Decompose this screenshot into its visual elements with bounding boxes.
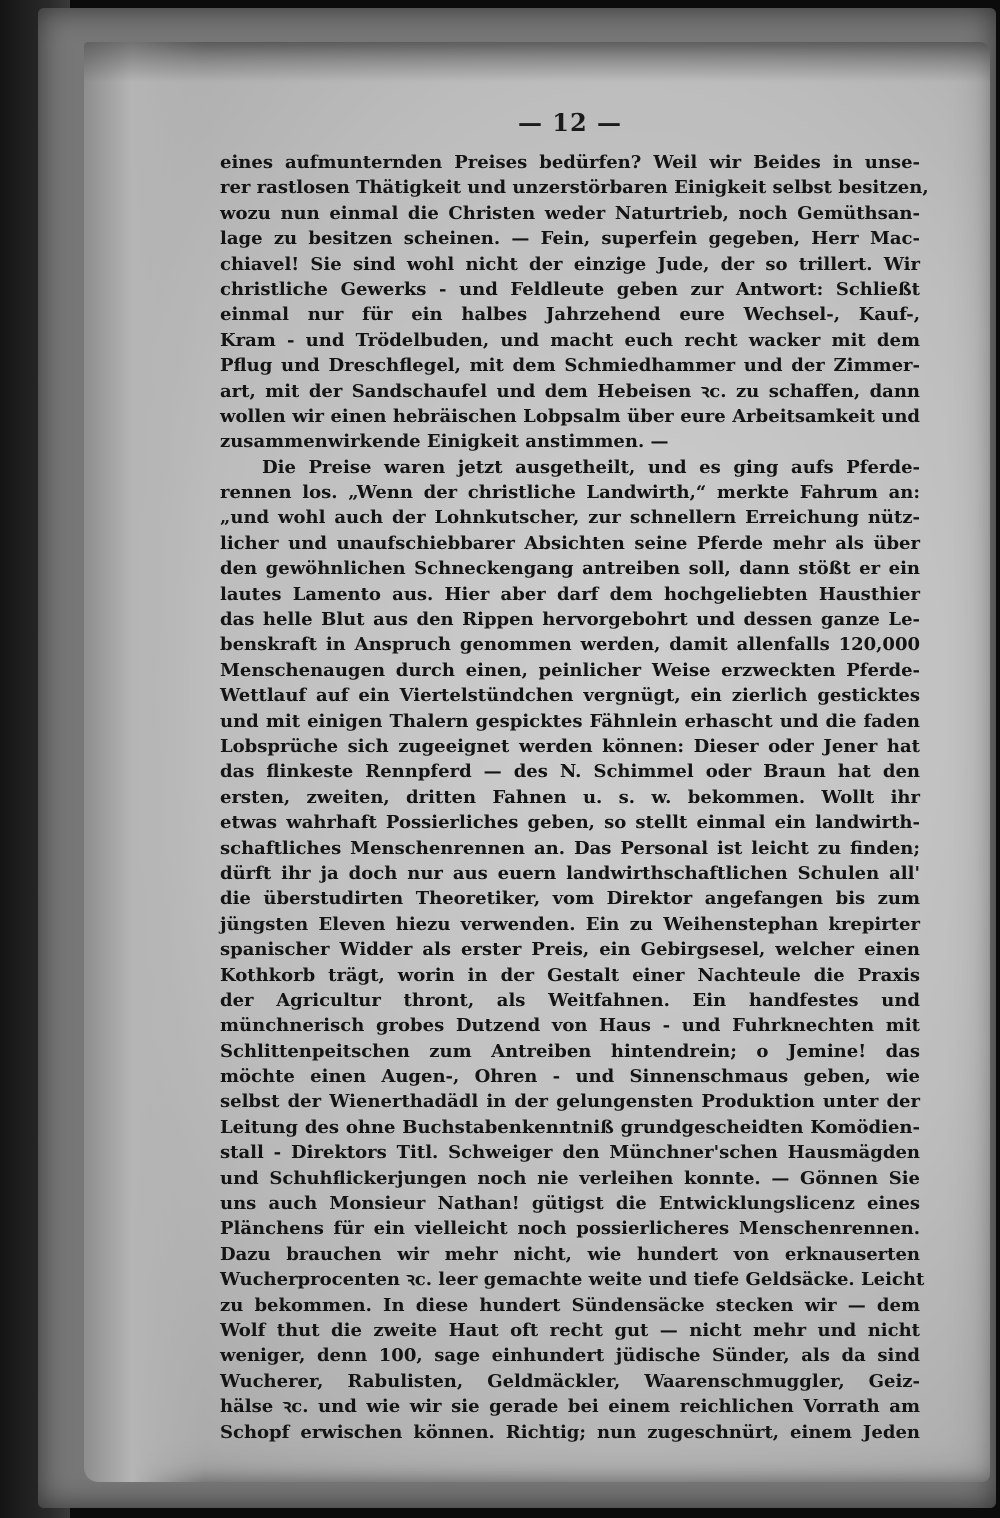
text-line: ersten, zweiten, dritten Fahnen u. s. w. bekommen. Wollt ihr bbox=[220, 786, 920, 808]
text-line: christliche Gewerks - und Feldleute geben zur Antwort: Schließt bbox=[220, 278, 920, 300]
text-line: Wettlauf auf ein Viertelstündchen vergnügt, ein zierlich gesticktes bbox=[220, 685, 920, 707]
page-number: — 12 — bbox=[517, 108, 623, 137]
text-line: selbst der Wienerthadädl in der gelungensten Produktion unter der bbox=[220, 1091, 920, 1113]
text-line: möchte einen Augen-, Ohren - und Sinnenschmaus geben, wie bbox=[220, 1066, 920, 1088]
text-line: Kothkorb trägt, worin in der Gestalt einer Nachteule die Praxis bbox=[220, 964, 920, 986]
text-line: lage zu besitzen scheinen. — Fein, superfein gegeben, Herr Mac- bbox=[220, 228, 920, 250]
text-line: Wucherprocenten ꝛc. leer gemachte weite und tiefe Geldsäcke. Leicht bbox=[220, 1269, 925, 1291]
text-line: Die Preise waren jetzt ausgetheilt, und es ging aufs Pferde- bbox=[262, 456, 920, 478]
text-line: spanischer Widder als erster Preis, ein Gebirgsesel, welcher einen bbox=[220, 939, 920, 961]
text-line: „und wohl auch der Lohnkutscher, zur schnellern Erreichung nütz- bbox=[220, 507, 920, 529]
text-line: Leitung des ohne Buchstabenkenntniß grundgescheidten Komödien- bbox=[220, 1116, 920, 1138]
text-line: uns auch Monsieur Nathan! gütigst die Entwicklungslicenz eines bbox=[220, 1193, 920, 1215]
text-line: Menschenaugen durch einen, peinlicher Weise erzweckten Pferde- bbox=[220, 659, 920, 681]
text-line: den gewöhnlichen Schneckengang antreiben soll, dann stößt er ein bbox=[220, 558, 920, 580]
text-line: der Agricultur thront, als Weitfahnen. Ein handfestes und bbox=[220, 989, 920, 1011]
text-line: Pflug und Dreschflegel, mit dem Schmiedhammer und der Zimmer- bbox=[220, 355, 920, 377]
text-line: rennen los. „Wenn der christliche Landwirth,“ merkte Fahrum an: bbox=[220, 482, 920, 504]
text-line: das flinkeste Rennpferd — des N. Schimmel oder Braun hat den bbox=[220, 761, 920, 783]
text-line: schaftliches Menschenrennen an. Das Personal ist leicht zu finden; bbox=[220, 837, 920, 859]
page-fold-shadow bbox=[84, 42, 204, 1482]
text-line: und mit einigen Thalern gespicktes Fähnlein erhascht und die faden bbox=[220, 710, 920, 732]
text-line: Lobsprüche sich zugeeignet werden können: Dieser oder Jener hat bbox=[220, 735, 920, 757]
text-line: zu bekommen. In diese hundert Sündensäcke stecken wir — dem bbox=[220, 1294, 920, 1316]
text-line: die überstudirten Theoretiker, vom Direktor angefangen bis zum bbox=[220, 888, 920, 910]
text-line: Wucherer, Rabulisten, Geldmäckler, Waarenschmuggler, Geiz- bbox=[220, 1370, 920, 1392]
page-top-shadow bbox=[84, 42, 990, 82]
text-line: Wolf thut die zweite Haut oft recht gut — nicht mehr und nicht bbox=[220, 1319, 920, 1341]
text-line: und Schuhflickerjungen noch nie verleihen konnte. — Gönnen Sie bbox=[220, 1167, 920, 1189]
text-line: chiavel! Sie sind wohl nicht der einzige Jude, der so trillert. Wir bbox=[220, 253, 920, 275]
text-line: eines aufmunternden Preises bedürfen? Weil wir Beides in unse- bbox=[220, 152, 920, 173]
text-line: licher und unaufschiebbarer Absichten seine Pferde mehr als über bbox=[220, 532, 920, 554]
text-line: jüngsten Eleven hiezu verwenden. Ein zu Weihenstephan krepirter bbox=[220, 913, 920, 935]
text-line: dürft ihr ja doch nur aus euern landwirthschaftlichen Schulen all' bbox=[220, 862, 920, 884]
text-line: etwas wahrhaft Possierliches geben, so stellt einmal ein landwirth- bbox=[220, 812, 920, 834]
body-text bbox=[220, 150, 929, 1445]
text-line: wozu nun einmal die Christen weder Naturtrieb, noch Gemüthsan- bbox=[220, 202, 920, 224]
text-line: hälse ꝛc. und wie wir sie gerade bei einem reichlichen Vorrath am bbox=[220, 1396, 920, 1418]
text-line: benskraft in Anspruch genommen werden, damit allenfalls 120,000 bbox=[220, 634, 920, 656]
text-line: lautes Lamento aus. Hier aber darf dem hochgeliebten Hausthier bbox=[220, 583, 920, 605]
text-line: stall - Direktors Titl. Schweiger den Münchner'schen Hausmägden bbox=[220, 1142, 920, 1164]
text-line: einmal nur für ein halbes Jahrzehend eure Wechsel-, Kauf-, bbox=[220, 304, 920, 326]
text-line: das helle Blut aus den Rippen hervorgebohrt und dessen ganze Le- bbox=[220, 609, 920, 631]
text-line: Plänchens für ein vielleicht noch possierlicheres Menschenrennen. bbox=[220, 1218, 920, 1240]
text-line: zusammenwirkende Einigkeit anstimmen. — bbox=[220, 431, 669, 453]
text-line: rer rastlosen Thätigkeit und unzerstörbaren Einigkeit selbst besitzen, bbox=[220, 177, 929, 199]
text-line: art, mit der Sandschaufel und dem Hebeisen ꝛc. zu schaffen, dann bbox=[220, 380, 920, 402]
text-line: Dazu brauchen wir mehr nicht, wie hundert von erknauserten bbox=[220, 1243, 920, 1265]
text-line: Kram - und Trödelbuden, und macht euch recht wacker mit dem bbox=[220, 329, 920, 351]
text-line: wollen wir einen hebräischen Lobpsalm über eure Arbeitsamkeit und bbox=[220, 405, 920, 427]
text-line: weniger, denn 100, sage einhundert jüdische Sünder, als da sind bbox=[220, 1345, 920, 1367]
text-line: Schopf erwischen können. Richtig; nun zugeschnürt, einem Jeden bbox=[220, 1421, 920, 1443]
text-line: Schlittenpeitschen zum Antreiben hintendrein; o Jemine! das bbox=[220, 1040, 920, 1062]
text-line: münchnerisch grobes Dutzend von Haus - und Fuhrknechten mit bbox=[220, 1015, 920, 1037]
